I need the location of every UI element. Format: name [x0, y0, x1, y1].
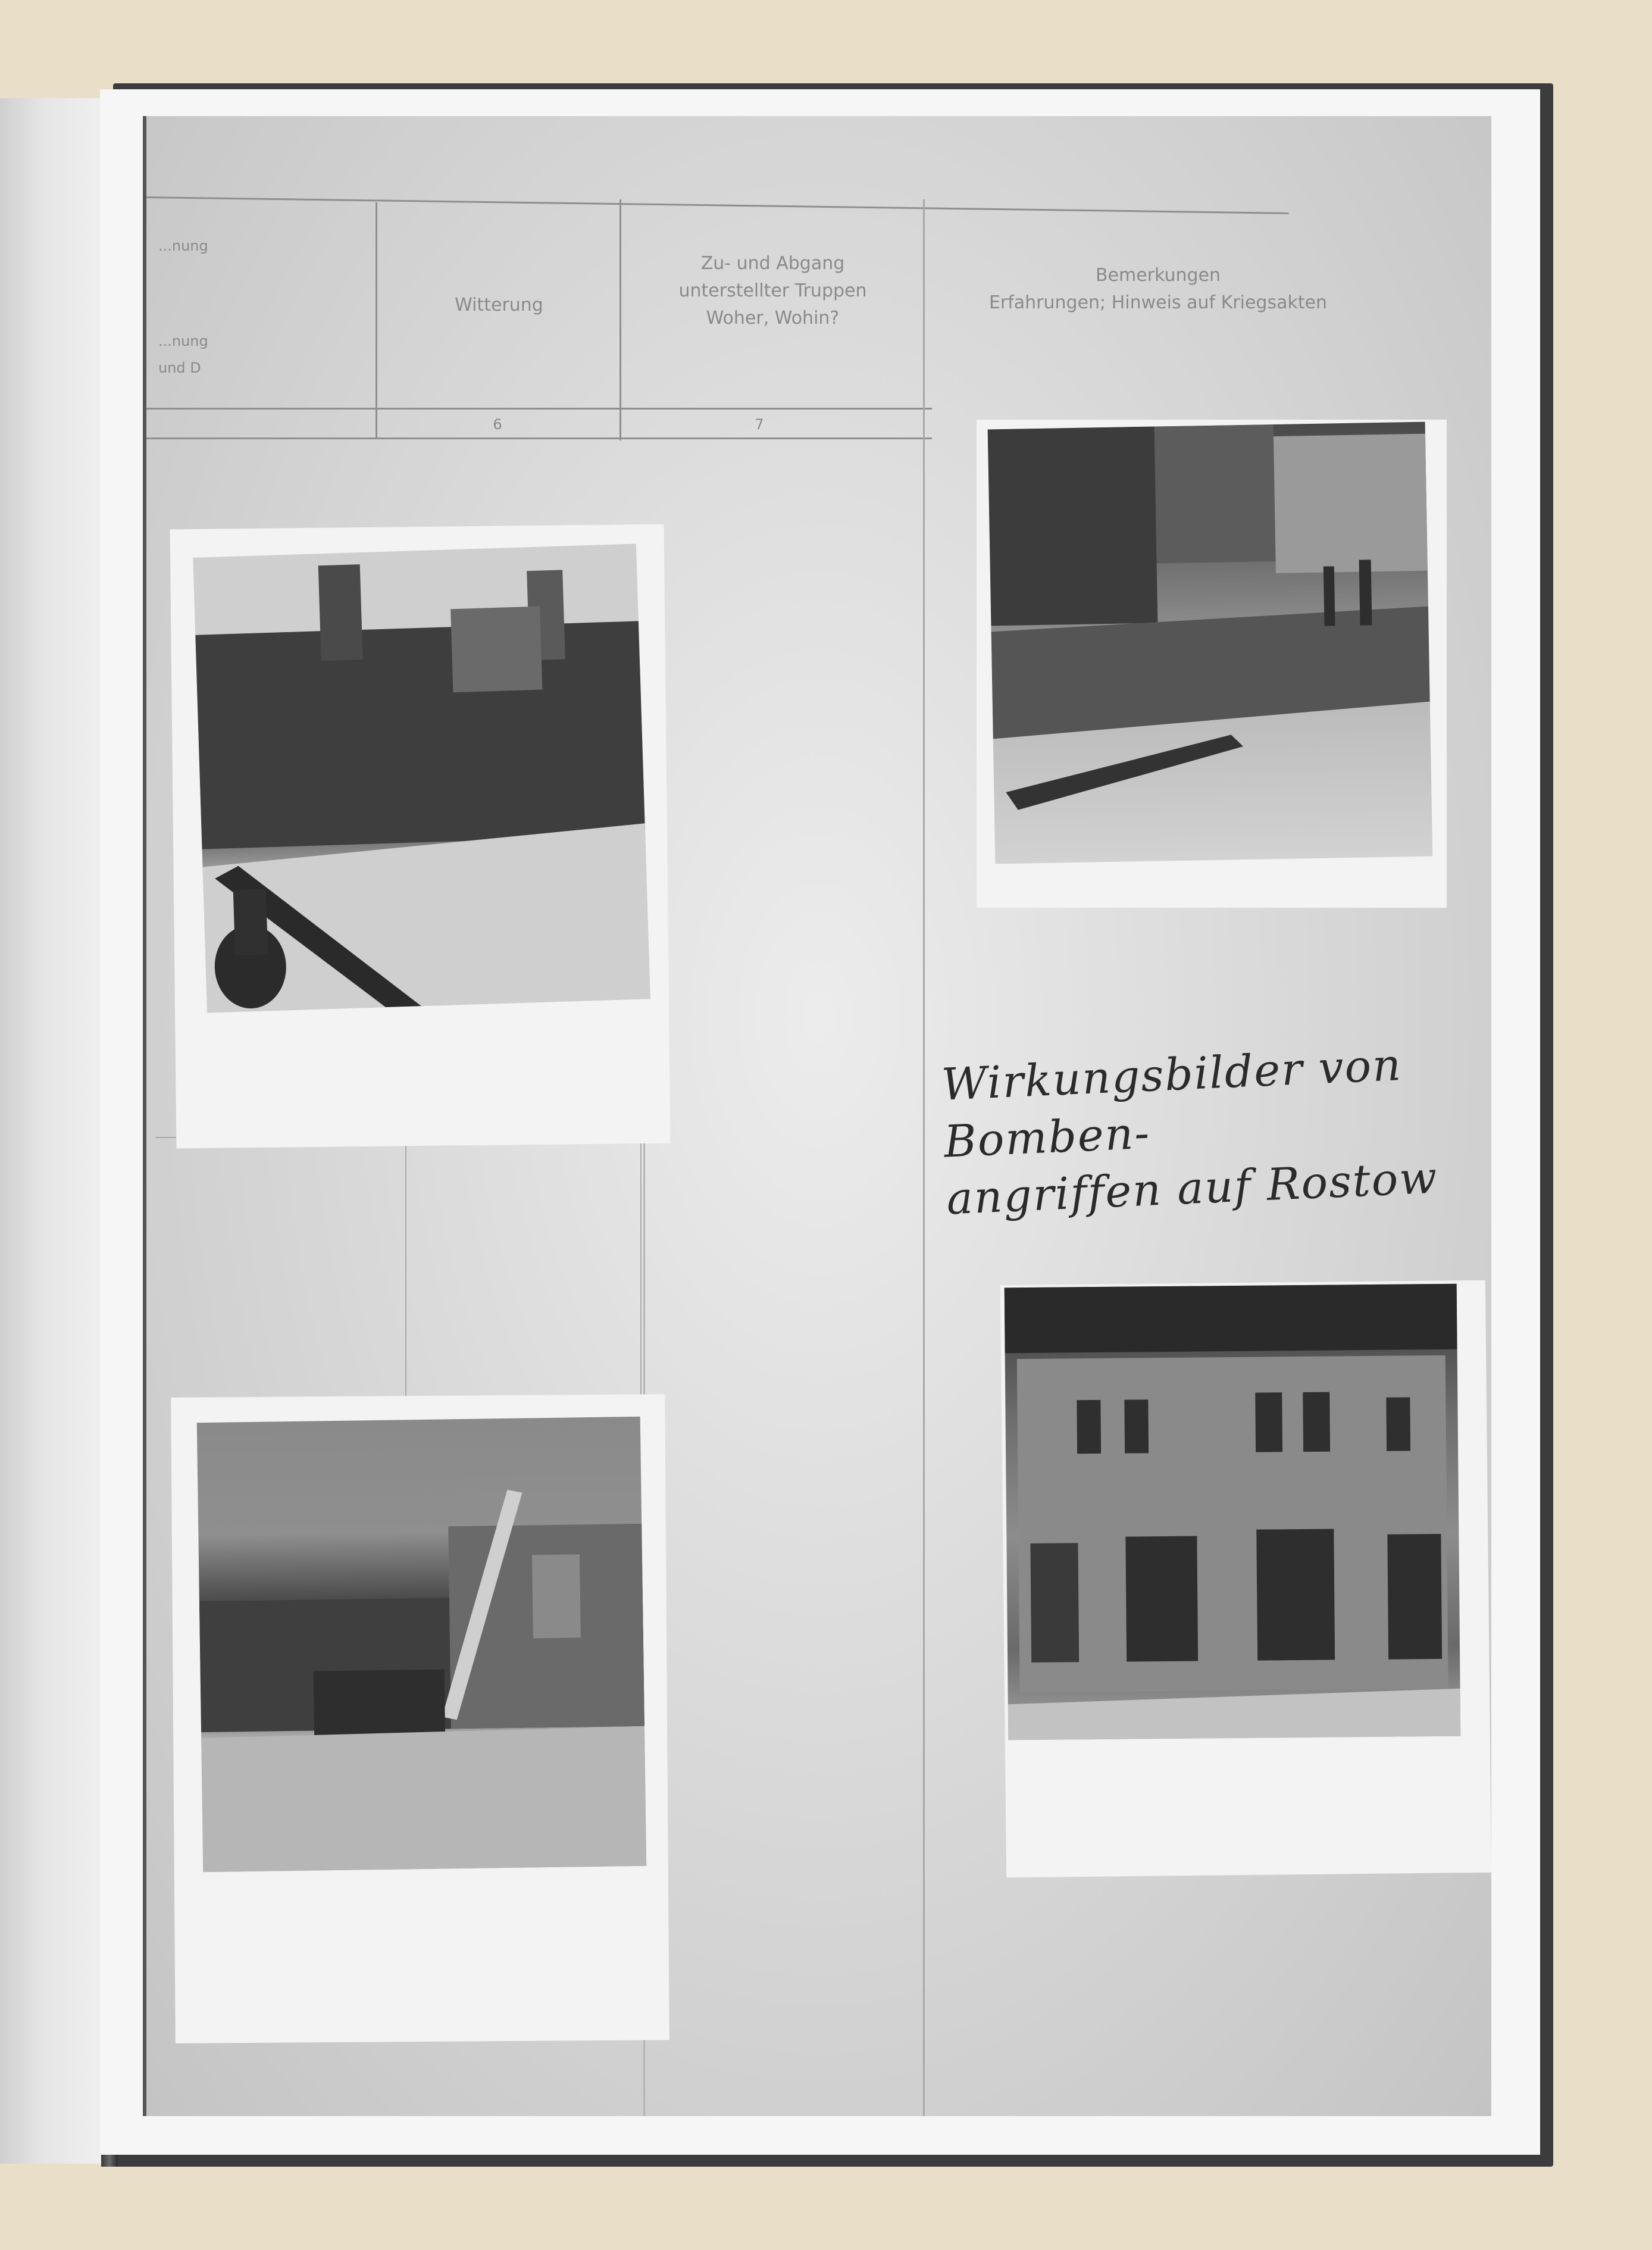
lower-form-divider-2: [640, 1140, 642, 1402]
form-col-divider-2: [620, 199, 621, 440]
photo-4-scene: [1005, 1284, 1461, 1740]
form-header-bottom-rule: [146, 408, 932, 410]
photo-gutted-facade: [1005, 1284, 1461, 1740]
header-fragment-1: ...nung: [158, 238, 208, 254]
photo-ruined-street-pole: [197, 1417, 646, 1872]
caption-line-2: angriffen auf Rostow: [945, 1152, 1440, 1225]
photo-3-scene: [197, 1417, 646, 1872]
photo-1-scene: [193, 543, 650, 1012]
header-col-number-6: 6: [493, 416, 502, 433]
header-fragment-2: ...nung: [158, 333, 208, 349]
photocopy-sheet: [143, 116, 1491, 2116]
form-number-row-rule: [146, 438, 932, 439]
header-col-number-7: 7: [755, 416, 764, 433]
header-weather: Witterung: [455, 295, 543, 315]
lower-form-divider-1: [405, 1140, 406, 1402]
photo-debris-street: [988, 422, 1433, 864]
form-top-rule: [146, 196, 1289, 214]
photo-ruined-street-motorcycle: [193, 543, 650, 1012]
header-fragment-3: und D: [158, 360, 201, 376]
left-page-edge: [0, 98, 107, 2164]
caption-line-1: Wirkungsbilder von Bomben-: [940, 1039, 1403, 1168]
form-col-divider-3: [923, 199, 925, 2116]
header-troops: Zu- und Abgang unterstellter Truppen Woher, Wohin?: [678, 253, 867, 329]
photo-2-scene: [988, 422, 1433, 864]
form-col-divider-1: [376, 202, 377, 438]
handwritten-caption: [940, 1033, 1483, 1228]
header-remarks: Bemerkungen Erfahrungen; Hinweis auf Kriegsakten: [988, 265, 1328, 313]
